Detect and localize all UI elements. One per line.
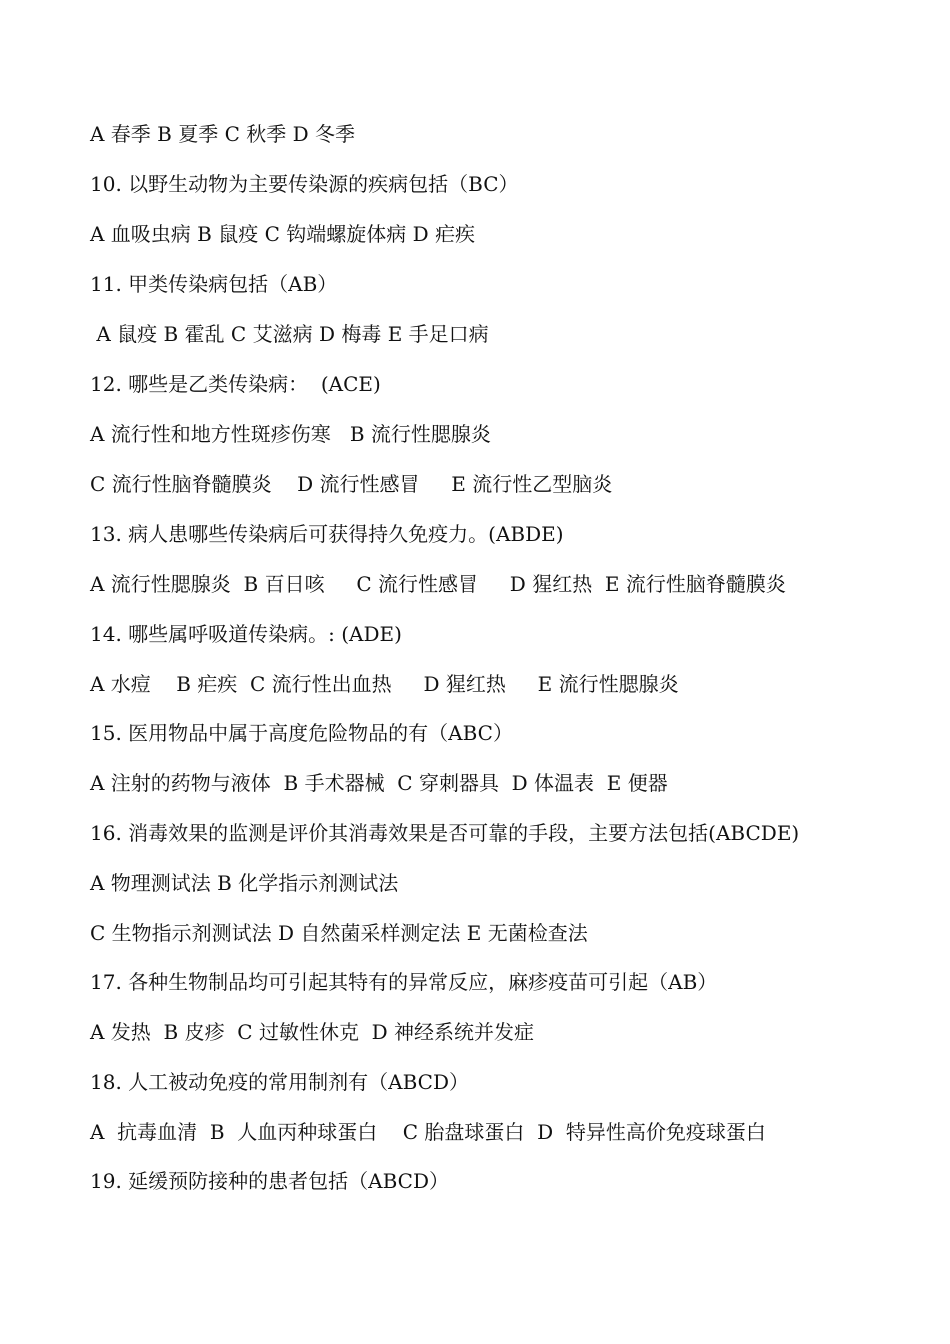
- option-line: A 物理测试法 B 化学指示剂测试法: [90, 871, 399, 895]
- option-line: C 生物指示剂测试法 D 自然菌采样测定法 E 无菌检查法: [90, 921, 588, 945]
- option-line: A 鼠疫 B 霍乱 C 艾滋病 D 梅毒 E 手足口病: [90, 322, 489, 346]
- option-line: A 抗毒血清 B 人血丙种球蛋白 C 胎盘球蛋白 D 特异性高价免疫球蛋白: [90, 1120, 766, 1144]
- question-14: 14. 哪些属呼吸道传染病。: (ADE): [90, 622, 402, 646]
- option-line: C 流行性脑脊髓膜炎 D 流行性感冒 E 流行性乙型脑炎: [90, 472, 613, 496]
- option-line: A 水痘 B 疟疾 C 流行性出血热 D 猩红热 E 流行性腮腺炎: [90, 672, 679, 696]
- question-18: 18. 人工被动免疫的常用制剂有（ABCD）: [90, 1070, 470, 1094]
- question-13: 13. 病人患哪些传染病后可获得持久免疫力。(ABDE): [90, 522, 564, 546]
- question-11: 11. 甲类传染病包括（AB）: [90, 272, 338, 296]
- option-line: A 注射的药物与液体 B 手术器械 C 穿刺器具 D 体温表 E 便器: [90, 771, 668, 795]
- question-10: 10. 以野生动物为主要传染源的疾病包括（BC）: [90, 172, 519, 196]
- question-12: 12. 哪些是乙类传染病： (ACE): [90, 372, 381, 396]
- question-17: 17. 各种生物制品均可引起其特有的异常反应，麻疹疫苗可引起（AB）: [90, 970, 718, 994]
- question-19: 19. 延缓预防接种的患者包括（ABCD）: [90, 1169, 450, 1193]
- question-16: 16. 消毒效果的监测是评价其消毒效果是否可靠的手段，主要方法包括(ABCDE): [90, 821, 800, 845]
- option-line: A 血吸虫病 B 鼠疫 C 钩端螺旋体病 D 疟疾: [90, 222, 475, 246]
- question-15: 15. 医用物品中属于高度危险物品的有（ABC）: [90, 721, 513, 745]
- option-line: A 流行性和地方性斑疹伤寒 B 流行性腮腺炎: [90, 422, 491, 446]
- option-line: A 春季 B 夏季 C 秋季 D 冬季: [90, 122, 355, 146]
- option-line: A 流行性腮腺炎 B 百日咳 C 流行性感冒 D 猩红热 E 流行性脑脊髓膜炎: [90, 572, 786, 596]
- option-line: A 发热 B 皮疹 C 过敏性休克 D 神经系统并发症: [90, 1020, 535, 1044]
